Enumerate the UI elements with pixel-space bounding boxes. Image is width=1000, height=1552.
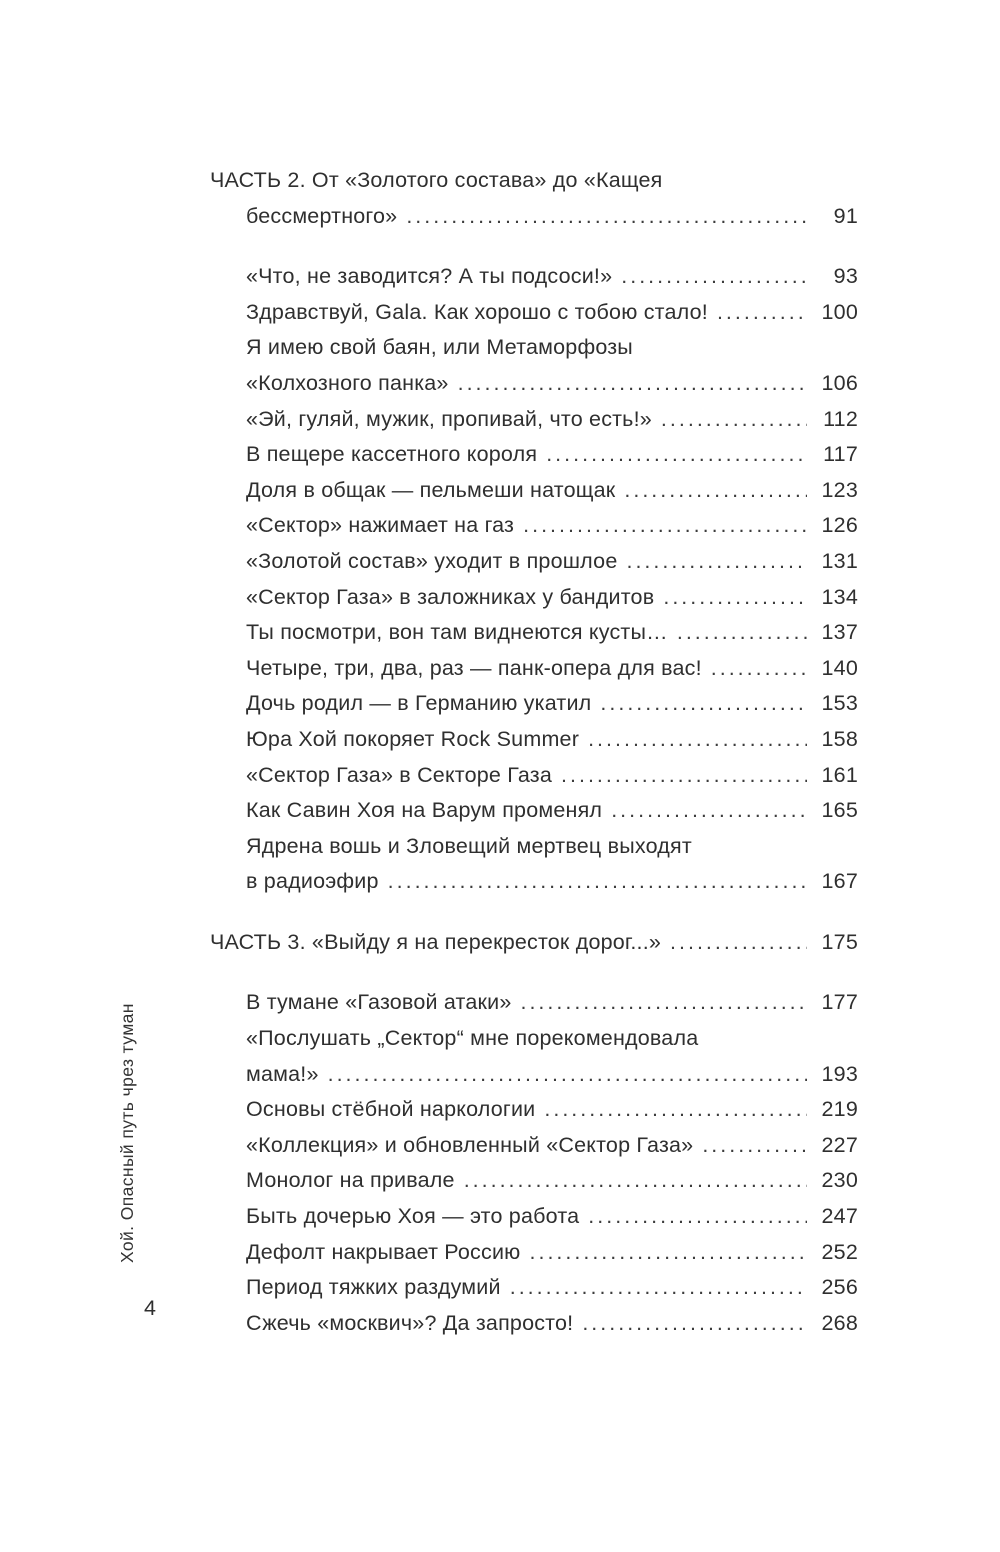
- toc-entry: [210, 1306, 858, 1342]
- entry-title-line: Ядрена вошь и Зловещий мертвец выходят: [246, 833, 692, 858]
- toc-entry: [210, 686, 858, 722]
- dot-leader: [464, 1163, 807, 1199]
- toc-entry-row: [210, 1235, 858, 1271]
- dot-leader: [626, 544, 807, 580]
- entry-title: Сжечь «москвич»? Да запросто!: [246, 1310, 574, 1335]
- dot-leader: [546, 437, 807, 473]
- entry-title: Как Савин Хоя на Варум променял: [246, 798, 603, 823]
- dot-leader: [600, 686, 807, 722]
- toc-entry-row: [210, 366, 858, 402]
- dot-leader: [661, 402, 807, 438]
- toc-entry: [210, 722, 858, 758]
- entry-title: «Колхозного панка»: [246, 370, 449, 395]
- toc-entry-row: [210, 402, 858, 438]
- toc-entry-row: [210, 793, 858, 829]
- toc-part-entry: [210, 163, 858, 234]
- dot-leader: [328, 1057, 807, 1093]
- table-of-contents: [210, 163, 858, 1341]
- entry-page-number: 247: [821, 1204, 858, 1229]
- entry-title: «Золотой состав» уходит в прошлое: [246, 548, 618, 573]
- toc-part-entry: [210, 925, 858, 961]
- entry-page-number: 123: [821, 477, 858, 502]
- entry-title: «Что, не заводится? А ты подсоси!»: [246, 264, 613, 289]
- entry-page-number: 227: [821, 1132, 858, 1157]
- toc-entry: [210, 985, 858, 1021]
- toc-entry: [210, 259, 858, 295]
- toc-entry: [210, 544, 858, 580]
- entry-title: «Сектор Газа» в заложниках у бандитов: [246, 584, 655, 609]
- entry-page-number: 193: [821, 1061, 858, 1086]
- toc-entry-row: [210, 1128, 858, 1164]
- toc-entry: [210, 615, 858, 651]
- toc-entry: [210, 1235, 858, 1271]
- toc-entry: [210, 437, 858, 473]
- entry-title: Здравствуй, Gala. Как хорошо с тобою стало!: [246, 299, 708, 324]
- toc-entry-row: [210, 508, 858, 544]
- toc-entry-row: [210, 580, 858, 616]
- toc-entry: [210, 402, 858, 438]
- entry-page-number: 167: [821, 869, 858, 894]
- entry-title: Четыре, три, два, раз — панк-опера для вас!: [246, 655, 702, 680]
- entry-title: в радиоэфир: [246, 869, 379, 894]
- dot-leader: [530, 1235, 808, 1271]
- toc-entry: [210, 793, 858, 829]
- toc-entry: [210, 508, 858, 544]
- entry-title-line: Я имею свой баян, или Метаморфозы: [246, 335, 633, 360]
- entry-title: Доля в общак — пельмеши натощак: [246, 477, 616, 502]
- entry-title: Основы стёбной наркологии: [246, 1097, 536, 1122]
- page-folio-number: 4: [144, 1296, 156, 1320]
- dot-leader: [388, 864, 807, 900]
- entry-title: Ты посмотри, вон там виднеются кусты…: [246, 620, 668, 645]
- toc-entry: [210, 330, 858, 401]
- entry-title-line: «Послушать „Сектор“ мне порекомендовала: [246, 1026, 699, 1051]
- toc-entry-row: [210, 259, 858, 295]
- dot-leader: [406, 199, 807, 235]
- dot-leader: [582, 1306, 807, 1342]
- entry-page-number: 256: [821, 1275, 858, 1300]
- toc-entry-row: [210, 985, 858, 1021]
- entry-title: Монолог на привале: [246, 1168, 455, 1193]
- dot-leader: [458, 366, 807, 402]
- entry-page-number: 131: [821, 548, 858, 573]
- dot-leader: [544, 1092, 807, 1128]
- dot-leader: [624, 473, 807, 509]
- entry-page-number: 165: [821, 798, 858, 823]
- dot-leader: [702, 1128, 807, 1164]
- toc-entry-row: [210, 651, 858, 687]
- toc-entry-row: [210, 615, 858, 651]
- entry-title: Юра Хой покоряет Rock Summer: [246, 726, 580, 751]
- toc-entry-row: [210, 758, 858, 794]
- dot-leader: [561, 758, 807, 794]
- toc-entry-row: [210, 473, 858, 509]
- entry-title: В пещере кассетного короля: [246, 442, 538, 467]
- toc-entry-row: [210, 1163, 858, 1199]
- entry-page-number: 175: [821, 929, 858, 954]
- toc-entry-row: [210, 925, 858, 961]
- dot-leader: [717, 295, 807, 331]
- entry-page-number: 158: [821, 726, 858, 751]
- entry-page-number: 106: [821, 370, 858, 395]
- dot-leader: [677, 615, 807, 651]
- entry-title: «Коллекция» и обновленный «Сектор Газа»: [246, 1132, 694, 1157]
- entry-title: «Эй, гуляй, мужик, пропивай, что есть!»: [246, 406, 652, 431]
- entry-page-number: 117: [823, 442, 858, 467]
- entry-title: Дефолт накрывает Россию: [246, 1239, 521, 1264]
- toc-entry-row: [210, 686, 858, 722]
- toc-entry-row: [210, 722, 858, 758]
- entry-page-number: 177: [821, 990, 858, 1015]
- toc-entry: [210, 295, 858, 331]
- toc-entry-row: [210, 199, 858, 235]
- dot-leader: [670, 925, 807, 961]
- toc-entry-row: [210, 1270, 858, 1306]
- entry-title-line: ЧАСТЬ 2. От «Золотого состава» до «Кащея: [210, 168, 663, 192]
- dot-leader: [588, 722, 807, 758]
- spine-vertical-title: Хой. Опасный путь чрез туман: [117, 1003, 137, 1263]
- dot-leader: [711, 651, 807, 687]
- dot-leader: [588, 1199, 807, 1235]
- entry-title: мама!»: [246, 1061, 319, 1086]
- toc-entry: [210, 651, 858, 687]
- toc-entry: [210, 758, 858, 794]
- toc-entry-row: [210, 544, 858, 580]
- entry-page-number: 93: [833, 264, 858, 289]
- entry-page-number: 100: [821, 299, 858, 324]
- entry-page-number: 126: [821, 513, 858, 538]
- entry-page-number: 112: [823, 406, 858, 431]
- entry-title: бессмертного»: [246, 203, 398, 228]
- toc-entry: [210, 580, 858, 616]
- entry-page-number: 153: [821, 691, 858, 716]
- entry-title: «Сектор Газа» в Секторе Газа: [246, 762, 553, 787]
- entry-page-number: 219: [821, 1097, 858, 1122]
- toc-entry-row: [210, 1306, 858, 1342]
- entry-title: Дочь родил — в Германию укатил: [246, 691, 592, 716]
- entry-title: Быть дочерью Хоя — это работа: [246, 1204, 580, 1229]
- entry-page-number: 252: [821, 1239, 858, 1264]
- entry-title: Период тяжких раздумий: [246, 1275, 501, 1300]
- toc-entry-row: [210, 1057, 858, 1093]
- toc-entry: [210, 829, 858, 900]
- entry-title: ЧАСТЬ 3. «Выйду я на перекресток дорог...»: [210, 929, 662, 954]
- dot-leader: [663, 580, 807, 616]
- toc-entry: [210, 473, 858, 509]
- toc-entry: [210, 1021, 858, 1092]
- entry-page-number: 268: [821, 1310, 858, 1335]
- toc-entry: [210, 1163, 858, 1199]
- entry-page-number: 161: [821, 762, 858, 787]
- entry-page-number: 134: [821, 584, 858, 609]
- toc-entry: [210, 1092, 858, 1128]
- entry-title: «Сектор» нажимает на газ: [246, 513, 515, 538]
- toc-entry-row: [210, 864, 858, 900]
- dot-leader: [510, 1270, 807, 1306]
- dot-leader: [621, 259, 807, 295]
- toc-entry-row: [210, 1092, 858, 1128]
- entry-page-number: 137: [821, 620, 858, 645]
- dot-leader: [523, 508, 807, 544]
- toc-entry: [210, 1128, 858, 1164]
- toc-entry-row: [210, 1199, 858, 1235]
- entry-page-number: 91: [833, 203, 858, 228]
- entry-title: В тумане «Газовой атаки»: [246, 990, 512, 1015]
- toc-entry: [210, 1199, 858, 1235]
- entry-page-number: 140: [821, 655, 858, 680]
- toc-entry-row: [210, 295, 858, 331]
- dot-leader: [520, 985, 807, 1021]
- toc-entry-row: [210, 437, 858, 473]
- dot-leader: [611, 793, 807, 829]
- entry-page-number: 230: [821, 1168, 858, 1193]
- toc-entry: [210, 1270, 858, 1306]
